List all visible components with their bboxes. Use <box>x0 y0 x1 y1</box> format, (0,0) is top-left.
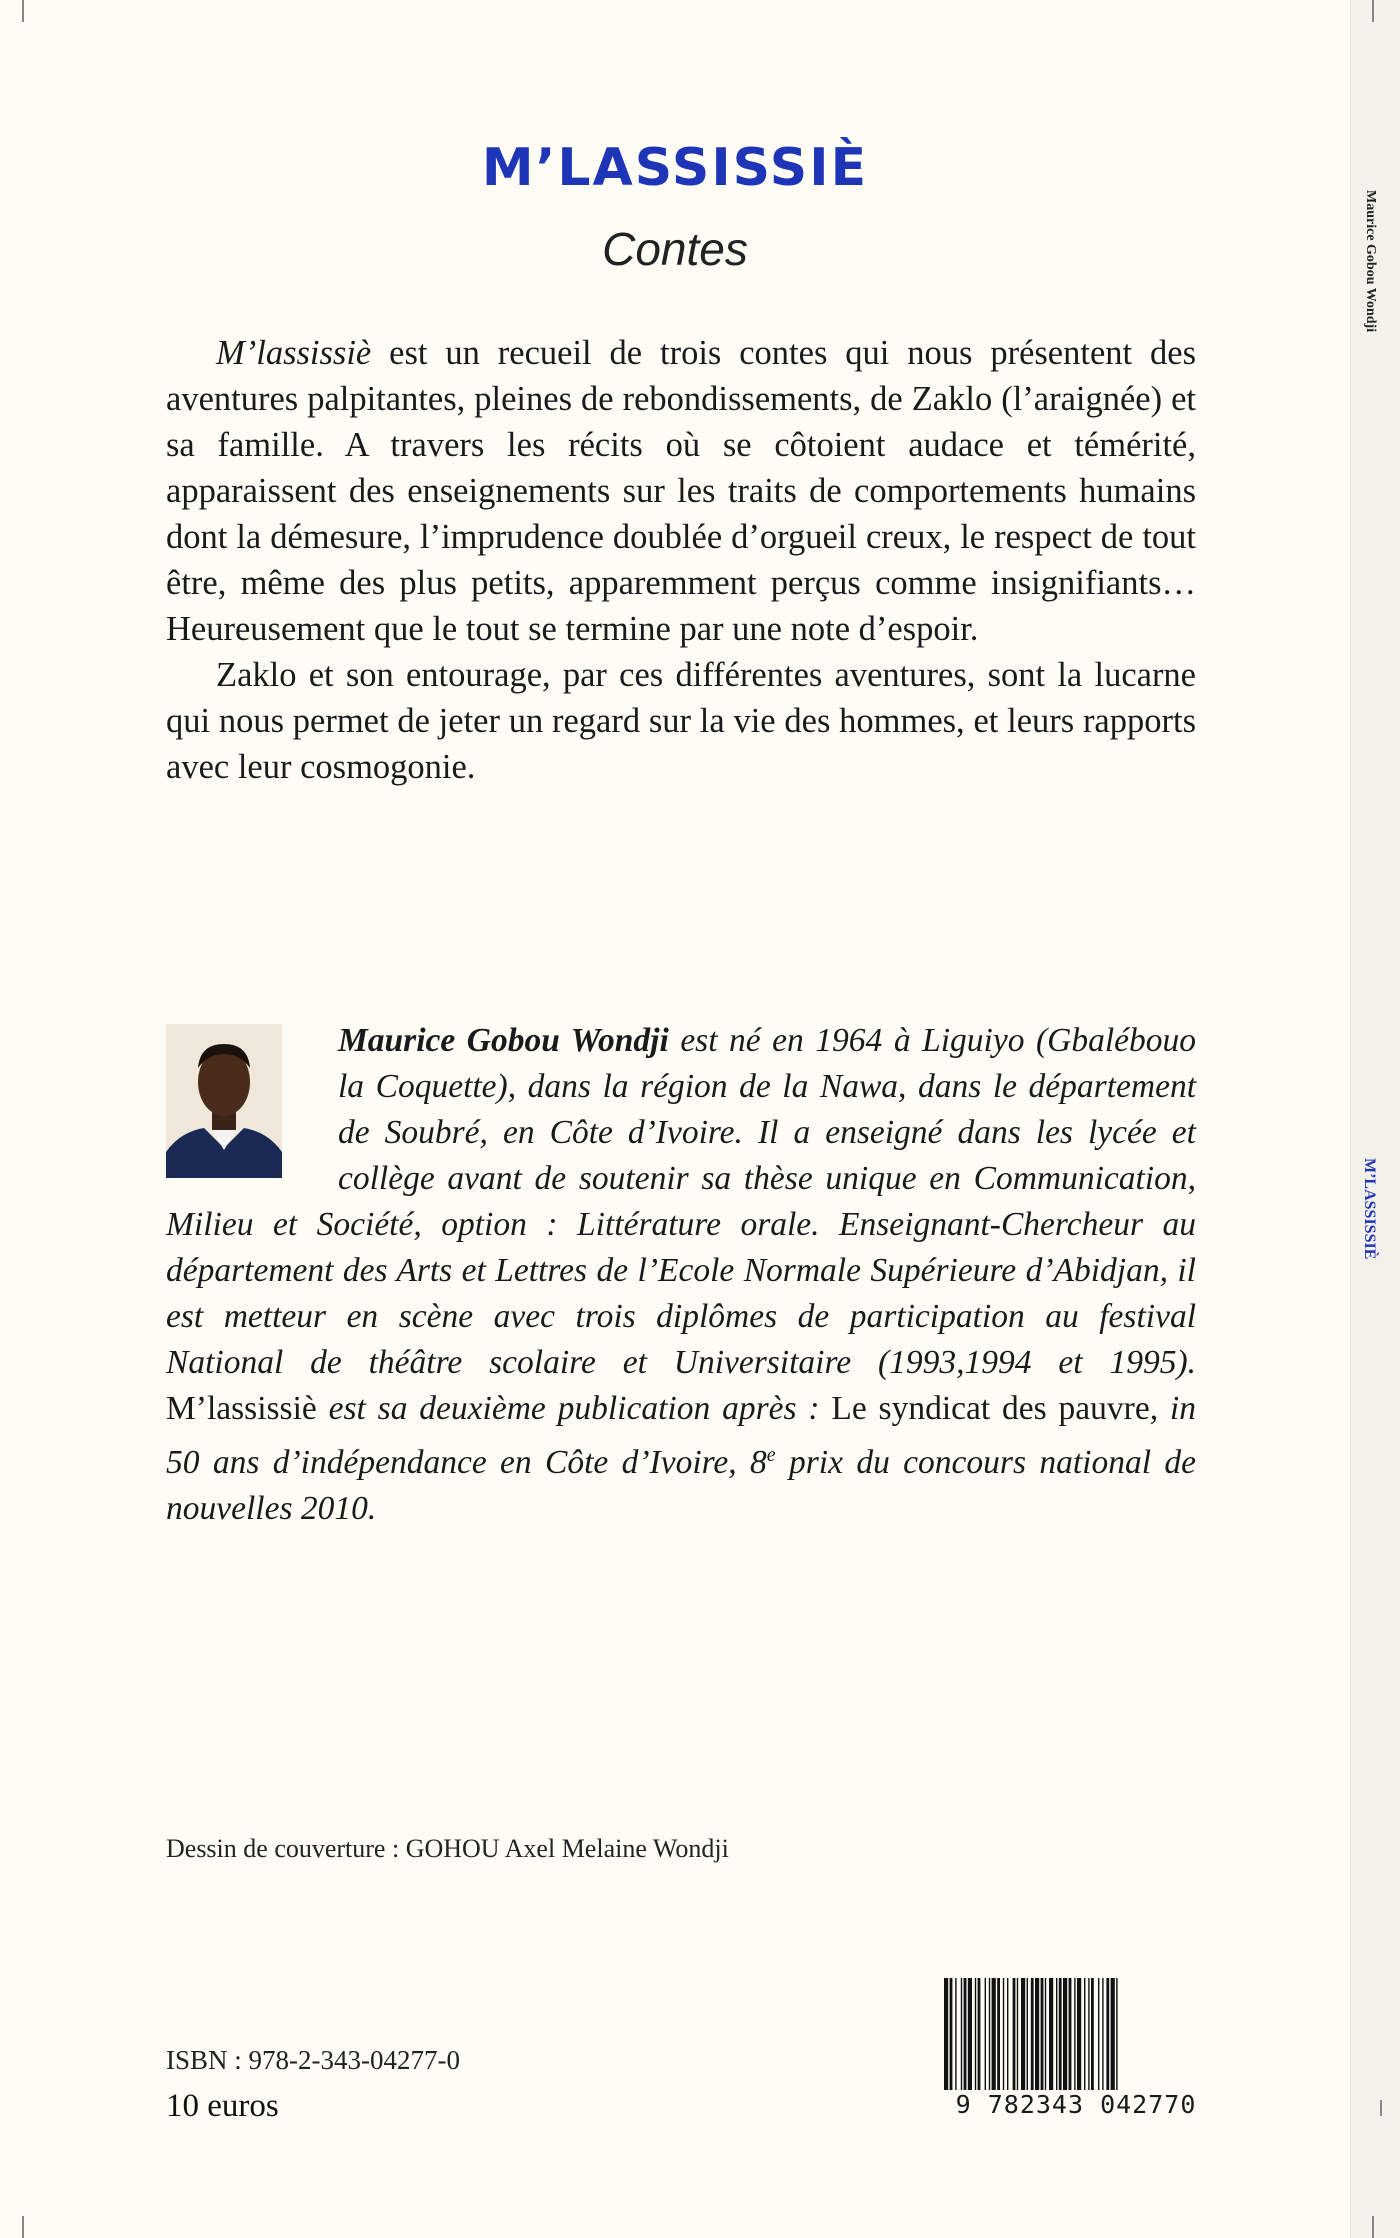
crop-mark <box>1372 2216 1374 2238</box>
author-bio-superscript: e <box>766 1444 776 1466</box>
author-photo <box>166 1024 282 1178</box>
blurb-paragraph-1 <box>166 330 1196 652</box>
crop-mark <box>22 2216 24 2238</box>
author-bio <box>166 1018 1196 1532</box>
author-bio-text-4: prix du concours national de nouvelles 2010. <box>166 1444 1196 1528</box>
blurb-book-title: M’lassissiè <box>216 334 372 372</box>
blurb-text: est un recueil de trois contes qui nous présentent des aventures palpitantes, pleines de rebondissements, de Zaklo (l’araignée) et sa famille. A travers les récits où se côtoient audace et témérité, apparaissent des enseignements sur les traits de comportements humains dont la démesure, l’imprudence doublée d’orgueil creux, le respect de tout être, même des plus petits, apparemment perçus comme insignifiants… Heureusement que le tout se termine par une note d’espoir. <box>166 334 1196 648</box>
author-bio-previous-book: Le syndicat des pauvre <box>831 1390 1150 1427</box>
blurb <box>166 330 1196 790</box>
author-name: Maurice Gobou Wondji <box>338 1022 669 1059</box>
crop-mark <box>1372 0 1374 22</box>
book-subtitle: Contes <box>602 223 748 275</box>
isbn: ISBN : 978-2-343-04277-0 <box>166 2045 460 2075</box>
author-bio-text-2: est sa deuxième publication après : <box>316 1390 832 1427</box>
author-bio-book-title: M’lassissiè <box>166 1390 317 1427</box>
author-bio-text-3: , in 50 ans d’indépendance en Côte d’Ivoire, 8 <box>166 1390 1196 1482</box>
author-bio-text: est né en 1964 à Liguiyo (Gbalébouo la Coquette), dans la région de la Nawa, dans le département de Soubré, en Côte d’Ivoire. Il a enseigné dans les lycée et collège avant de soutenir sa thèse unique en Communication, Milieu et Société, option : Littérature orale. Enseignant-Chercheur au département des Arts et Lettres de l’Ecole Normale Supérieure d’Abidjan, il est metteur en scène avec trois diplômes de participation au festival National de théâtre scolaire et Universitaire (1993,1994 et 1995). <box>166 1022 1196 1381</box>
crop-mark <box>22 0 24 22</box>
spine-author: Maurice Gobou Wondji <box>1363 190 1378 333</box>
barcode-number: 9 782343 042770 <box>940 2090 1212 2119</box>
price: 10 euros <box>166 2088 279 2124</box>
cover-credit: Dessin de couverture : GOHOU Axel Melaine Wondji <box>166 1834 729 1863</box>
book-title: M’LASSISSIÈ <box>481 138 869 198</box>
book-spine <box>1350 0 1400 2238</box>
crop-mark <box>1380 2100 1382 2116</box>
spine-title: M’LASSISSIÈ <box>1361 1158 1378 1260</box>
blurb-paragraph-2: Zaklo et son entourage, par ces différentes aventures, sont la lucarne qui nous permet de jeter un regard sur la vie des hommes, et leurs rapports avec leur cosmogonie. <box>166 656 1196 786</box>
